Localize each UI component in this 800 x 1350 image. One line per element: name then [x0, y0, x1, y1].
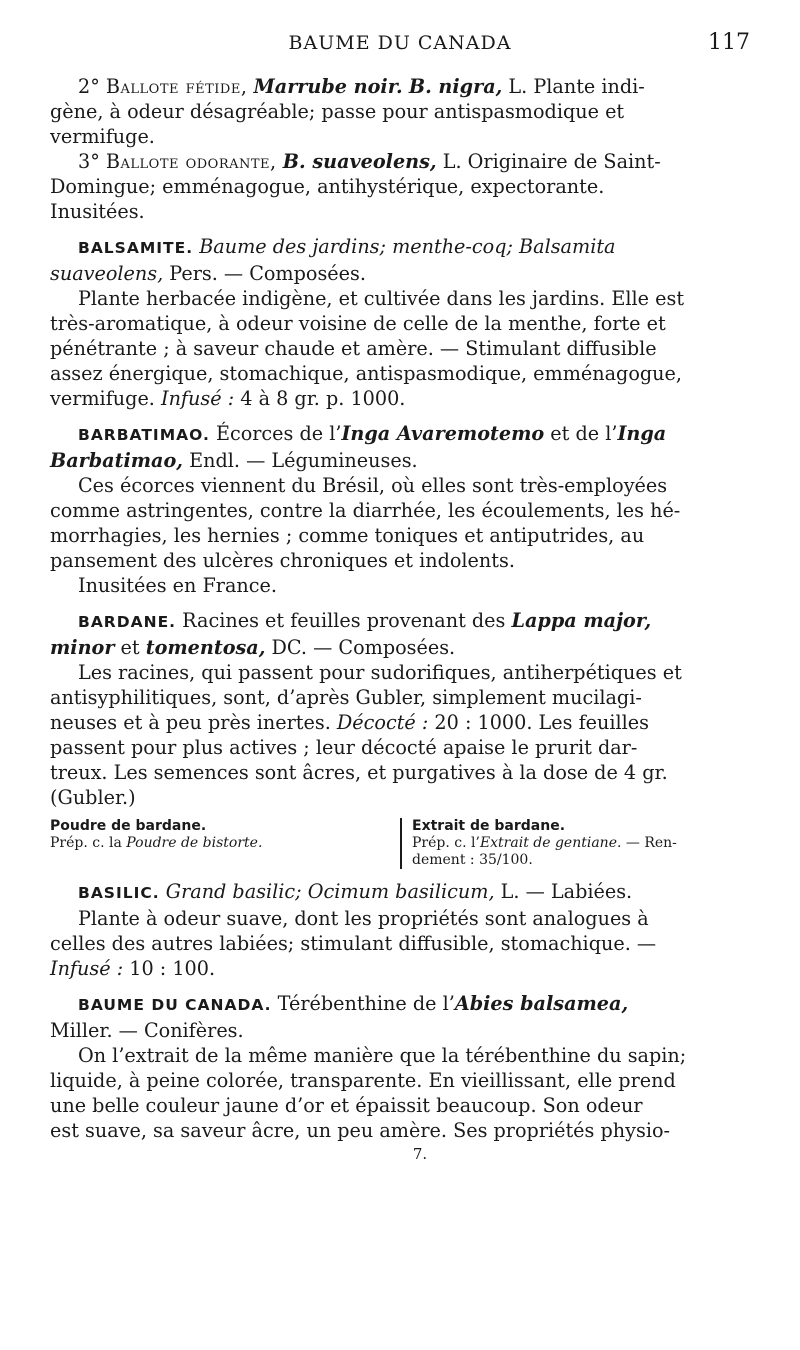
entry-term: Ballote fétide,: [105, 75, 248, 98]
prep-extrait: Extrait de bardane. Prép. c. l’Extrait de gentiane. — Ren- dement : 35/100.: [400, 818, 750, 869]
page-header: [50, 30, 750, 74]
prep-poudre: Poudre de bardane. Prép. c. la Poudre de bistorte.: [50, 818, 263, 851]
entry-balsamite: BALSAMITE. Baume des jardins; menthe-coq; Balsamita suaveolens, Pers. — Composées. Plante herbacée indigène, et cultivée dans les jardins. Elle est très-aromatique, à odeur voisine de celle de la menthe, forte et pénétrante ; à saveur chaude et amère. — Stimulant diffusible assez énergique, stomachique, antispasmodique, emménagogue, vermifuge. Infusé : 4 à 8 gr. p. 1000.: [50, 235, 685, 410]
entry-ballote-fetide: 2° Ballote fétide, Marrube noir. B. nigra, L. Plante indi- gène, à odeur désagréable; passe pour antispasmodique et vermifuge.: [50, 75, 645, 148]
entry-heading: BARBATIMAO.: [78, 426, 210, 444]
entry-baume-du-canada: BAUME DU CANADA. Térébenthine de l’Abies balsamea, Miller. — Conifères. On l’extrait de la même manière que la térébenthine du sapin; liquide, à peine colorée, transparente. En vieillissant, elle prend une belle couleur jaune d’or et épaissit beaucoup. Son odeur est suave, sa saveur âcre, un peu amère. Ses propriétés physio-: [50, 992, 687, 1142]
preparations: [50, 818, 750, 869]
entry-ballote-odorante: 3° Ballote odorante, B. suaveolens, L. Originaire de Saint- Domingue; emménagogue, antihystérique, expectorante. Inusitées.: [50, 150, 661, 223]
entry-heading: BASILIC.: [78, 884, 160, 902]
running-head: BAUME DU CANADA: [288, 32, 512, 54]
entry-basilic: BASILIC. Grand basilic; Ocimum basilicum, L. — Labiées. Plante à odeur suave, dont les propriétés sont analogues à celles des autres labiées; stimulant diffusible, stomachique. — Infusé : 10 : 100.: [50, 880, 657, 980]
page: [50, 30, 750, 1163]
signature-mark: 7.: [412, 1145, 428, 1163]
entry-barbatimao: BARBATIMAO. Écorces de l’Inga Avaremotemo et de l’Inga Barbatimao, Endl. — Légumineuses. Ces écorces viennent du Brésil, où elles sont très-employées comme astringentes, contre la diarrhée, les écoulements, les hé- morrhagies, les hernies ; comme toniques et antiputrides, au pansement des ulcères chroniques et indolents. Inusitées en France.: [50, 422, 681, 597]
page-number: 117: [708, 30, 750, 55]
entry-term: Ballote odorante,: [105, 150, 277, 173]
entry-heading: BAUME DU CANADA.: [78, 996, 272, 1014]
entry-heading: BARDANE.: [78, 613, 177, 631]
entry-bardane: BARDANE. Racines et feuilles provenant des Lappa major, minor et tomentosa, DC. — Composées. Les racines, qui passent pour sudorifiques, antiherpétiques et antisyphilitiques, sont, d’après Gubler, simplement mucilagi- neuses et à peu près inertes. Décocté : 20 : 1000. Les feuilles passent pour plus actives ; leur décocté apaise le prurit dar- treux. Les semences sont âcres, et purgatives à la dose de 4 gr. (Gubler.) Poudre de bardane. Prép. c. la Poudre de bistorte. Extrait de bardane. Prép. c. l’Extrait de gentiane. — Ren- dement : 35/100.: [50, 608, 750, 869]
entry-heading: BALSAMITE.: [78, 239, 194, 257]
